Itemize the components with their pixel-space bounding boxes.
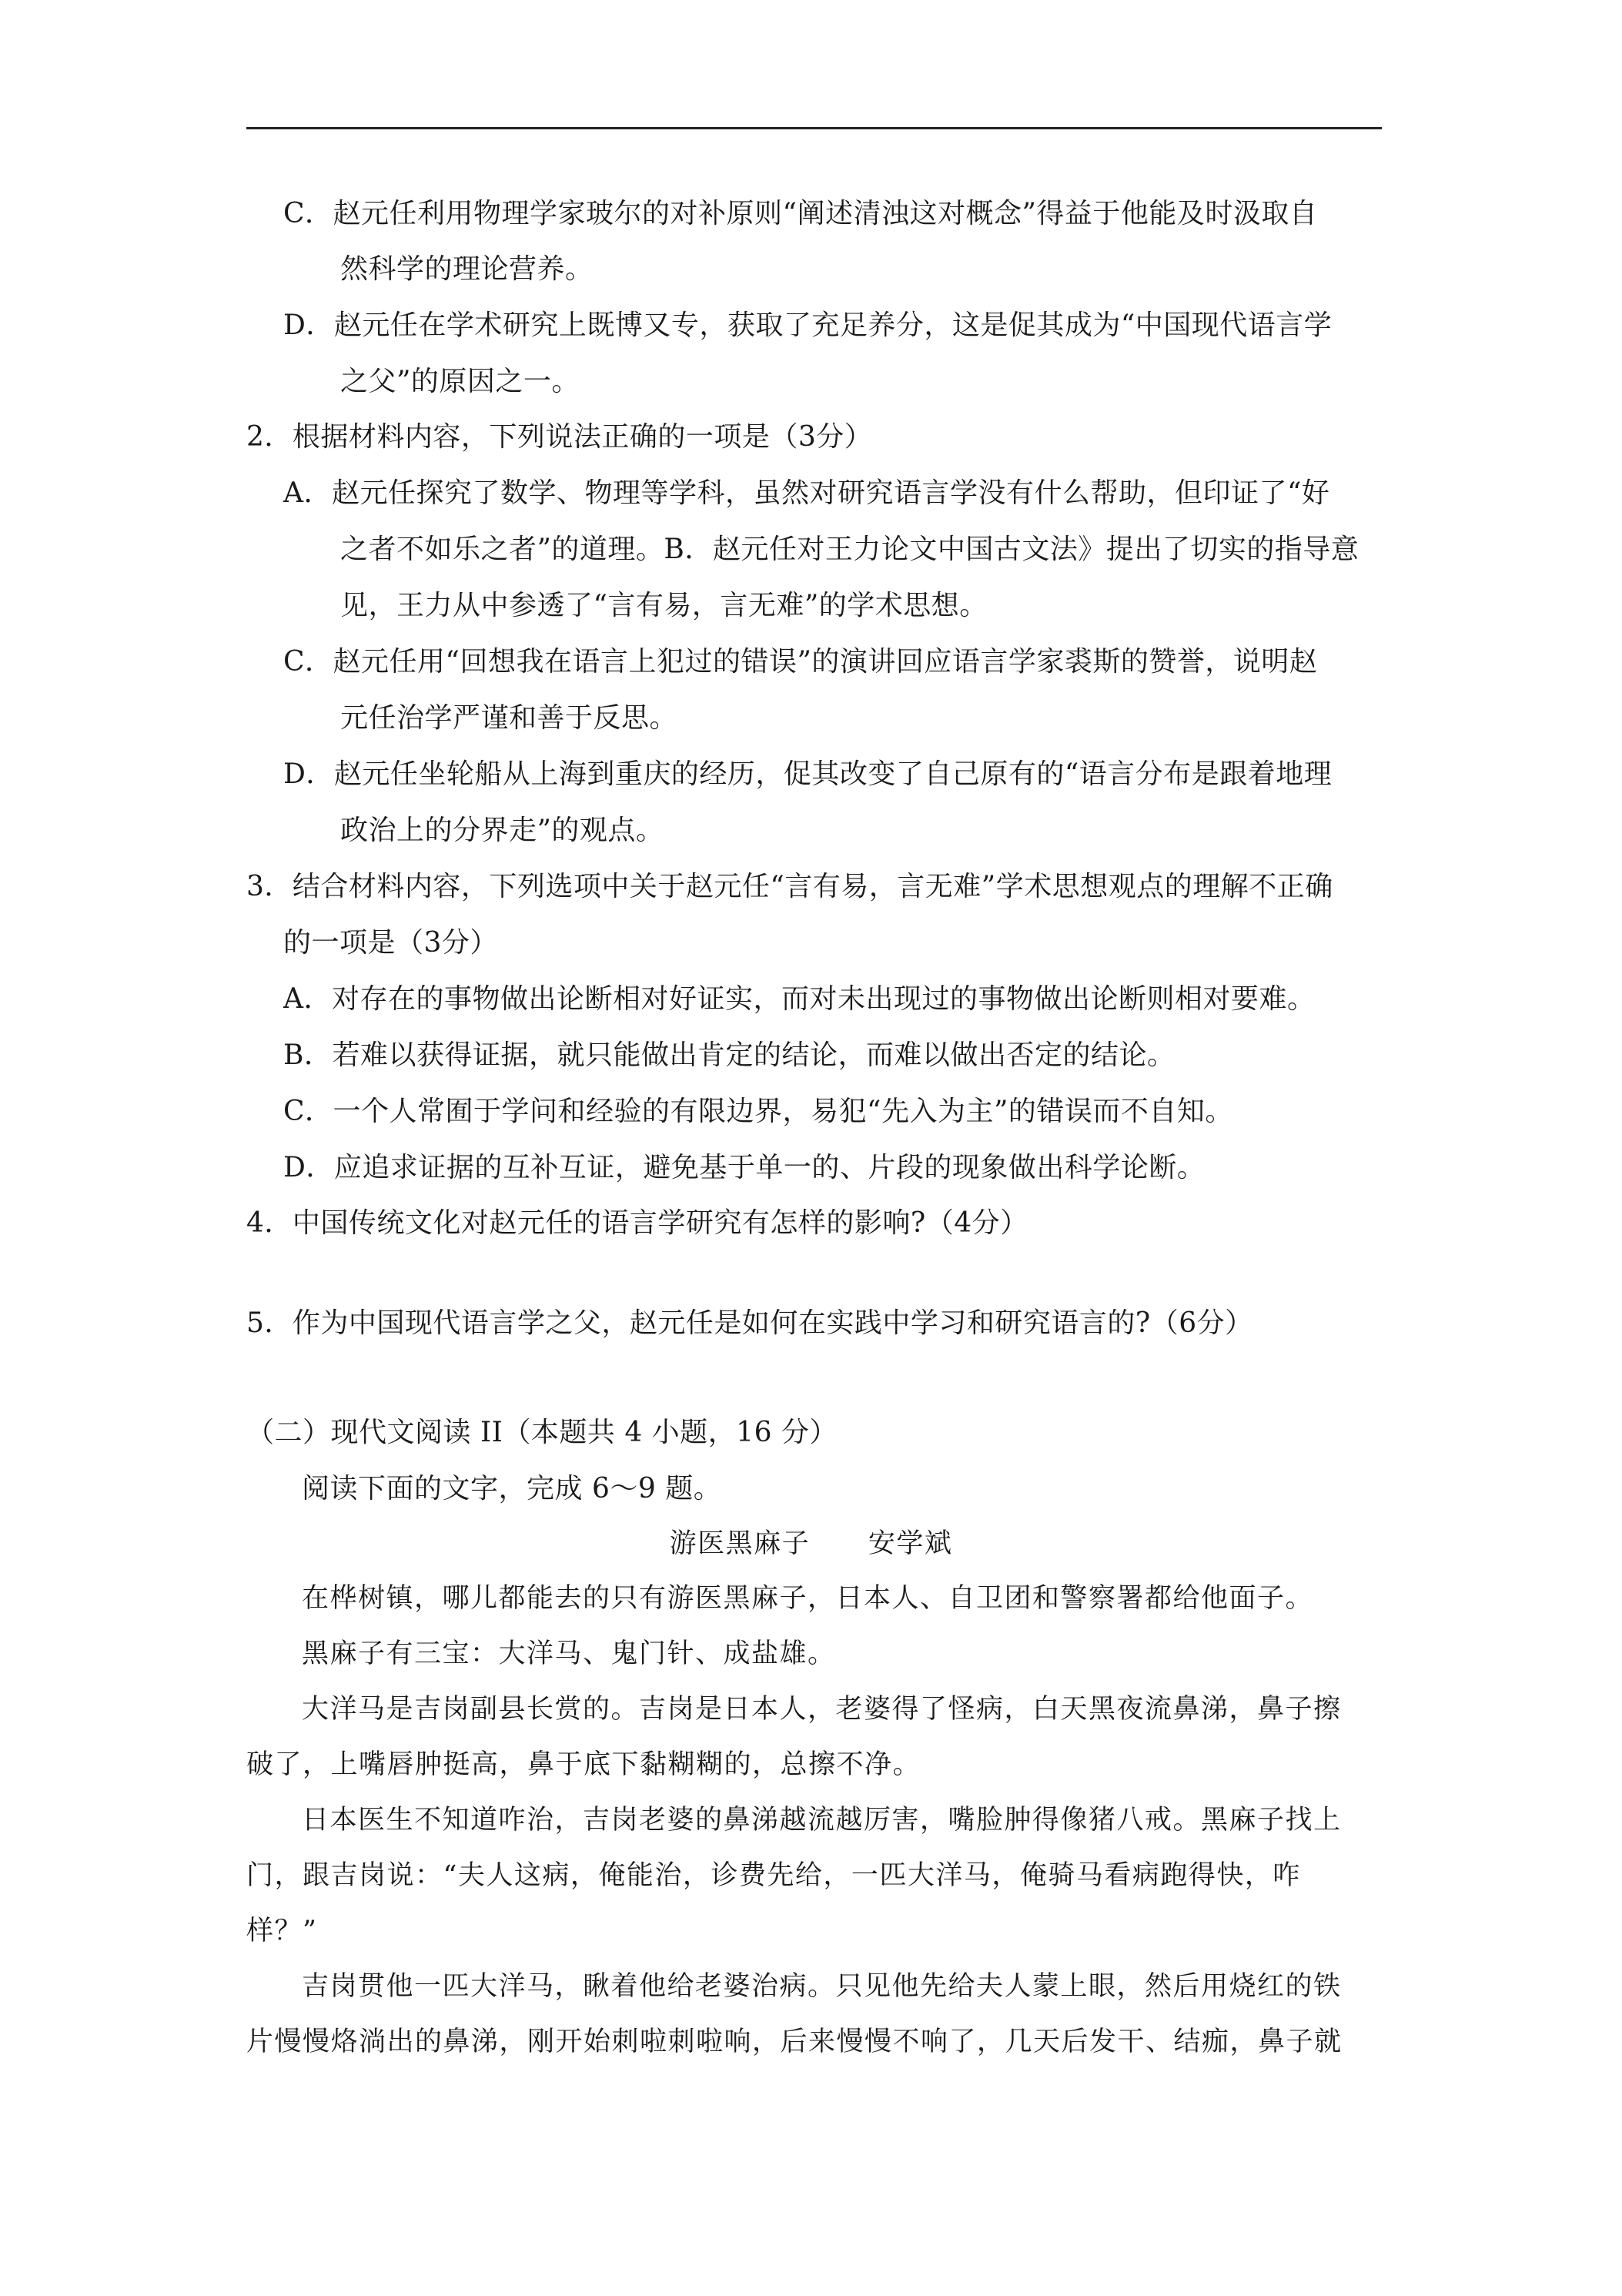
story-title: 游医黑麻子 安学斌	[669, 1528, 953, 1559]
q1-option-c-line1: C．赵元任利用物理学家玻尔的对补原则“阐述清浊这对概念”得益于他能及时汲取自	[283, 198, 1318, 229]
q3-option-a: A．对存在的事物做出论断相对好证实，而对未出现过的事物做出论断则相对要难。	[283, 983, 1316, 1015]
story-paragraph: 大洋马是吉岗副县长赏的。吉岗是日本人，老婆得了怪病，白天黑夜流鼻涕，鼻子擦	[302, 1694, 1342, 1725]
q2-option-d-line2: 政治上的分界走”的观点。	[340, 815, 664, 846]
story-paragraph: 吉岗贯他一匹大洋马，瞅着他给老婆治病。只见他先给夫人蒙上眼，然后用烧红的铁	[302, 1971, 1342, 2002]
q2-option-c-line2: 元任治学严谨和善于反思。	[340, 702, 678, 734]
q4-stem: 4．中国传统文化对赵元任的语言学研究有怎样的影响?（4分）	[246, 1207, 1028, 1239]
story-paragraph-cont: 片慢慢烙淌出的鼻涕，刚开始刺啦刺啦响，后来慢慢不响了，几天后发干、结痂，鼻子就	[246, 2027, 1343, 2057]
q2-option-a-line1: A．赵元任探究了数学、物理等学科，虽然对研究语言学没有什么帮助，但印证了“好	[283, 477, 1330, 509]
q3-option-b: B．若难以获得证据，就只能做出肯定的结论，而难以做出否定的结论。	[283, 1039, 1176, 1071]
q1-option-d-line1: D．赵元任在学术研究上既博又专，获取了充足养分，这是促其成为“中国现代语言学	[283, 310, 1333, 341]
q1-option-d-line2: 之父”的原因之一。	[340, 366, 580, 397]
section-heading: （二）现代文阅读 II（本题共 4 小题，16 分）	[246, 1417, 838, 1448]
story-paragraph-cont: 破了，上嘴唇肿挺高，鼻于底下黏糊糊的，总擦不净。	[246, 1749, 921, 1780]
story-paragraph: 日本医生不知道咋治，吉岗老婆的鼻涕越流越厉害，嘴脸肿得像猪八戒。黑麻子找上	[302, 1805, 1342, 1836]
q3-option-c: C．一个人常囿于学问和经验的有限边界，易犯“先入为主”的错误而不自知。	[283, 1096, 1233, 1127]
q3-stem-line2: 的一项是（3分）	[283, 927, 498, 959]
q3-stem-line1: 3．结合材料内容，下列选项中关于赵元任“言有易，言无难”学术思想观点的理解不正确	[246, 871, 1333, 902]
q2-stem: 2．根据材料内容，下列说法正确的一项是（3分）	[246, 421, 873, 453]
q2-option-a-line3: 见，王力从中参透了“言有易，言无难”的学术思想。	[340, 590, 988, 621]
header-rule	[246, 127, 1382, 129]
story-paragraph: 黑麻子有三宝：大洋马、鬼门针、成盐雄。	[302, 1638, 836, 1669]
q3-option-d: D．应追求证据的互补互证，避免基于单一的、片段的现象做出科学论断。	[283, 1152, 1206, 1183]
story-paragraph-cont: 门，跟吉岗说：“夫人这病，俺能治，诊费先给，一匹大洋马，俺骑马看病跑得快，咋	[246, 1860, 1301, 1891]
q2-option-d-line1: D．赵元任坐轮船从上海到重庆的经历，促其改变了自己原有的“语言分布是跟着地理	[283, 758, 1333, 790]
reading-instruction: 阅读下面的文字，完成 6～9 题。	[302, 1473, 722, 1504]
story-paragraph-cont: 样？”	[246, 1916, 318, 1946]
q5-stem: 5．作为中国现代语言学之父，赵元任是如何在实践中学习和研究语言的?（6分）	[246, 1307, 1253, 1339]
story-paragraph: 在桦树镇，哪儿都能去的只有游医黑麻子，日本人、自卫团和警察署都给他面子。	[302, 1583, 1314, 1614]
q2-option-a-line2: 之者不如乐之者”的道理。B．赵元任对王力论文中国古文法》提出了切实的指导意	[340, 534, 1359, 565]
q2-option-c-line1: C．赵元任用“回想我在语言上犯过的错误”的演讲回应语言学家裘斯的赞誉，说明赵	[283, 646, 1318, 678]
q1-option-c-line2: 然科学的理论营养。	[340, 253, 594, 285]
